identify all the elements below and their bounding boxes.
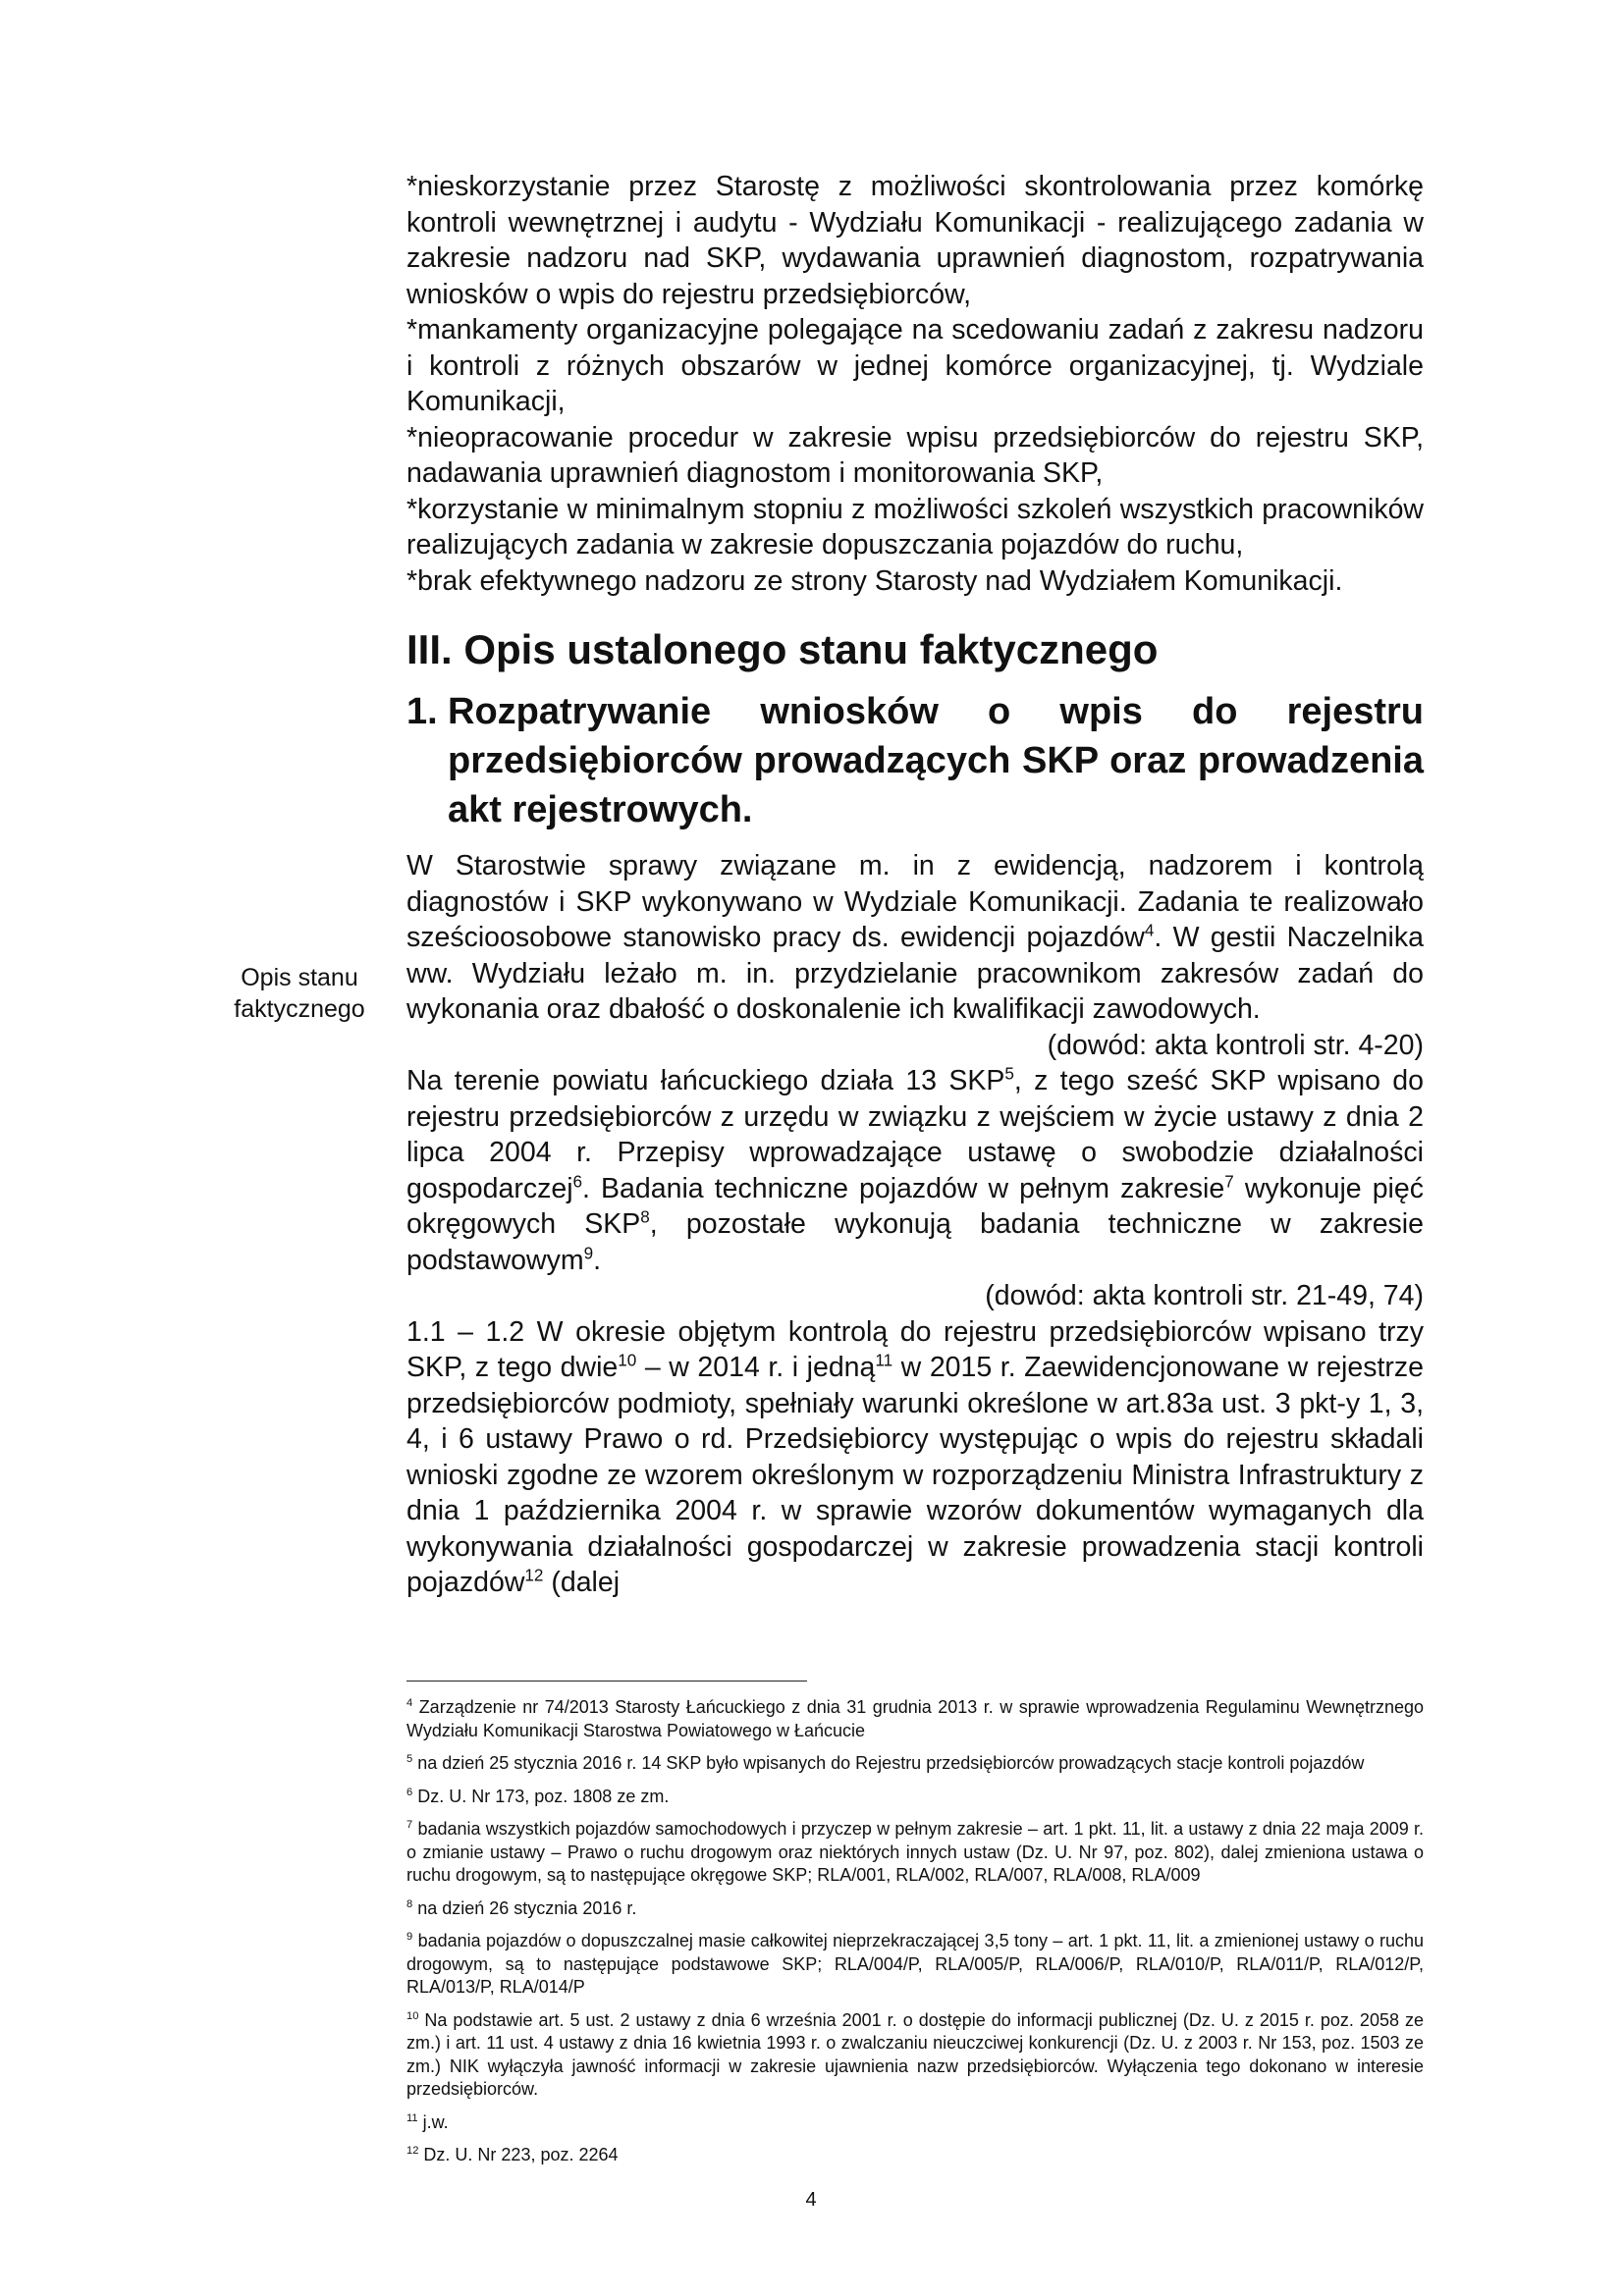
footnote (406, 2144, 1424, 2167)
evidence-reference: (dowód: akta kontroli str. 4-20) (1047, 1029, 1424, 1061)
footnote-ref: 12 (524, 1566, 544, 1585)
section-heading: III. Opis ustalonego stanu faktycznego (406, 626, 1159, 672)
footnote-ref: 4 (1144, 921, 1155, 940)
finding-item: *brak efektywnego nadzoru ze strony Starosty nad Wydziałem Komunikacji. (406, 564, 1343, 597)
subsection-heading (406, 687, 1424, 834)
footnote-number: 9 (406, 1931, 413, 1943)
footnote-number: 6 (406, 1786, 413, 1798)
footnote-ref: 9 (583, 1244, 594, 1262)
paragraph-text: , z tego sześć SKP wpisano do rejestru przedsiębiorców z urzędu w związku z wejściem w życie ustawy z dnia 2 lipca 2004 r. Przepisy wprowadzające ustawę o swobodzie działalności gospodarczej (406, 1065, 1425, 1204)
footnote-ref: 11 (875, 1351, 893, 1370)
footnote-ref: 7 (1224, 1172, 1234, 1191)
footnote-number: 5 (406, 1753, 413, 1765)
footnote-ref: 8 (640, 1207, 650, 1227)
footnote-text: j.w. (417, 2111, 449, 2132)
paragraph-text: . W gestii Naczelnika ww. Wydziału leżało m. in. przydzielanie pracownikom zakresów zadań do wykonania oraz dbałość o doskonalenie ich kwalifikacji zawodowych. (406, 922, 1424, 1025)
footnote-text: Zarządzenie nr 74/2013 Starosty Łańcuckiego z dnia 31 grudnia 2013 r. w sprawie wprowadzenia Regulaminu Wewnętrznego Wydziału Komunikacji Starostwa Powiatowego w Łańcucie (406, 1697, 1424, 1740)
body-text (406, 848, 1424, 1601)
footnote-text: badania pojazdów o dopuszczalnej masie całkowitej nieprzekraczającej 3,5 tony – art. 1 pkt. 11, lit. a zmienionej ustawy o ruchu drogowym, są to następujące podstawowe SKP; RLA/004/P, RLA/005/P, RLA/006/P, RLA/010/P, RLA/011/P, RLA/012/P, RLA/013/P, RLA/014/P (406, 1931, 1424, 1997)
footnote (406, 1930, 1424, 2000)
footnote (406, 1818, 1424, 1888)
footnote-number: 10 (406, 2009, 419, 2022)
paragraph-text: W Starostwie sprawy związane m. in z ewidencją, nadzorem i kontrolą diagnostów i SKP wykonywano w Wydziale Komunikacji. Zadania te realizowało sześcioosobowe stanowisko pracy ds. ewidencji pojazdów (406, 850, 1424, 953)
footnote-text: Dz. U. Nr 223, poz. 2264 (418, 2145, 619, 2164)
page-number: 4 (805, 2189, 817, 2211)
footnote-text: badania wszystkich pojazdów samochodowych i przyczep w pełnym zakresie – art. 1 pkt. 11, lit. a ustawy z dnia 22 maja 2009 r. o zmianie ustawy – Prawo o ruchu drogowym oraz niektórych innych ustaw (Dz. U. Nr 97, poz. 802), dalej zmieniona ustawa o ruchu drogowym, są to następujące okręgowe SKP; RLA/001, RLA/002, RLA/007, RLA/008, RLA/009 (406, 1819, 1424, 1885)
footnote (406, 2009, 1424, 2102)
paragraph-text: , pozostałe wykonują badania techniczne w zakresie podstawowym (406, 1208, 1424, 1276)
footnote-ref: 10 (618, 1351, 637, 1370)
footnote-text: Dz. U. Nr 173, poz. 1808 ze zm. (412, 1786, 670, 1806)
evidence-reference: (dowód: akta kontroli str. 21-49, 74) (985, 1280, 1424, 1311)
footnote-separator (406, 1681, 807, 1682)
footnote-number: 8 (406, 1897, 413, 1910)
paragraph (406, 1063, 1424, 1278)
footnote (406, 1786, 1424, 1809)
subsection-number: 1. (406, 691, 438, 732)
main-content (406, 169, 1424, 1601)
paragraph-text: – w 2014 r. i jedną (636, 1352, 876, 1383)
margin-label: Opis stanu faktycznego (234, 964, 365, 1023)
footnote-number: 11 (406, 2111, 418, 2124)
paragraph-text: 1.1 – 1.2 W okresie objętym kontrolą do rejestru przedsiębiorców wpisano trzy SKP, z tego dwie (406, 1315, 1424, 1383)
footnote (406, 1752, 1424, 1776)
footnote-number: 12 (406, 2145, 419, 2157)
footnote (406, 1696, 1424, 1742)
paragraph-text: Na terenie powiatu łańcuckiego działa 13 SKP (406, 1065, 1005, 1096)
footnote-text: na dzień 26 stycznia 2016 r. (412, 1897, 637, 1918)
paragraph-text: . (593, 1244, 602, 1276)
footnote-number: 4 (406, 1697, 413, 1709)
paragraph-text: wykonuje pięć okręgowych SKP (406, 1172, 1424, 1240)
paragraph (406, 1314, 1424, 1601)
footnote-ref: 5 (1004, 1064, 1014, 1084)
paragraph-text: (dalej (543, 1567, 621, 1598)
footnote (406, 2111, 1424, 2135)
paragraph-text: w 2015 r. Zaewidencjonowane w rejestrze przedsiębiorców podmioty, spełniały warunki określone w art.83a ust. 3 pkt-y 1, 3, 4, i 6 ustawy Prawo o rd. Przedsiębiorcy występując o wpis do rejestru składali wnioski zgodne ze wzorem określonym w rozporządzeniu Ministra Infrastruktury z dnia 1 października 2004 r. w sprawie wzorów dokumentów wymaganych dla wykonywania działalności gospodarczej w zakresie prowadzenia stacji kontroli pojazdów (406, 1352, 1424, 1598)
subsection-title: Rozpatrywanie wniosków o wpis do rejestru przedsiębiorców prowadzących SKP oraz prowadzenia akt rejestrowych. (448, 691, 1424, 830)
finding-item: *mankamenty organizacyjne polegające na scedowaniu zadań z zakresu nadzoru i kontroli z różnych obszarów w jednej komórce organizacyjnej, tj. Wydziale Komunikacji, (406, 314, 1424, 417)
footnote-text: na dzień 25 stycznia 2016 r. 14 SKP było wpisanych do Rejestru przedsiębiorców prowadzących stacje kontroli pojazdów (412, 1753, 1365, 1773)
finding-item: *nieopracowanie procedur w zakresie wpisu przedsiębiorców do rejestru SKP, nadawania uprawnień diagnostom i monitorowania SKP, (406, 421, 1424, 489)
finding-item: *korzystanie w minimalnym stopniu z możliwości szkoleń wszystkich pracowników realizujących zadania w zakresie dopuszczania pojazdów do ruchu, (406, 493, 1424, 561)
footnote (406, 1897, 1424, 1921)
footnote-number: 7 (406, 1819, 413, 1831)
findings-list (406, 169, 1424, 599)
finding-item: *nieskorzystanie przez Starostę z możliwości skontrolowania przez komórkę kontroli wewnętrznej i audytu - Wydziału Komunikacji - realizującego zadania w zakresie nadzoru nad SKP, wydawania uprawnień diagnostom, rozpatrywania wniosków o wpis do rejestru przedsiębiorców, (406, 171, 1424, 310)
paragraph-text: . Badania techniczne pojazdów w pełnym zakresie (582, 1172, 1225, 1204)
footnotes (406, 1696, 1424, 2177)
footnote-text: Na podstawie art. 5 ust. 2 ustawy z dnia 6 września 2001 r. o dostępie do informacji publicznej (Dz. U. z 2015 r. poz. 2058 ze zm.) i art. 11 ust. 4 ustawy z dnia 16 kwietnia 1993 r. o zwalczaniu nieuczciwej konkurencji (Dz. U. z 2003 r. Nr 153, poz. 1503 ze zm.) NIK wyłączyła jawność informacji w zakresie ujawnienia nazw przedsiębiorców. Wyłączenia tego dokonano w interesie przedsiębiorców. (406, 2009, 1424, 2099)
paragraph (406, 848, 1424, 1028)
footnote-ref: 6 (572, 1172, 583, 1191)
